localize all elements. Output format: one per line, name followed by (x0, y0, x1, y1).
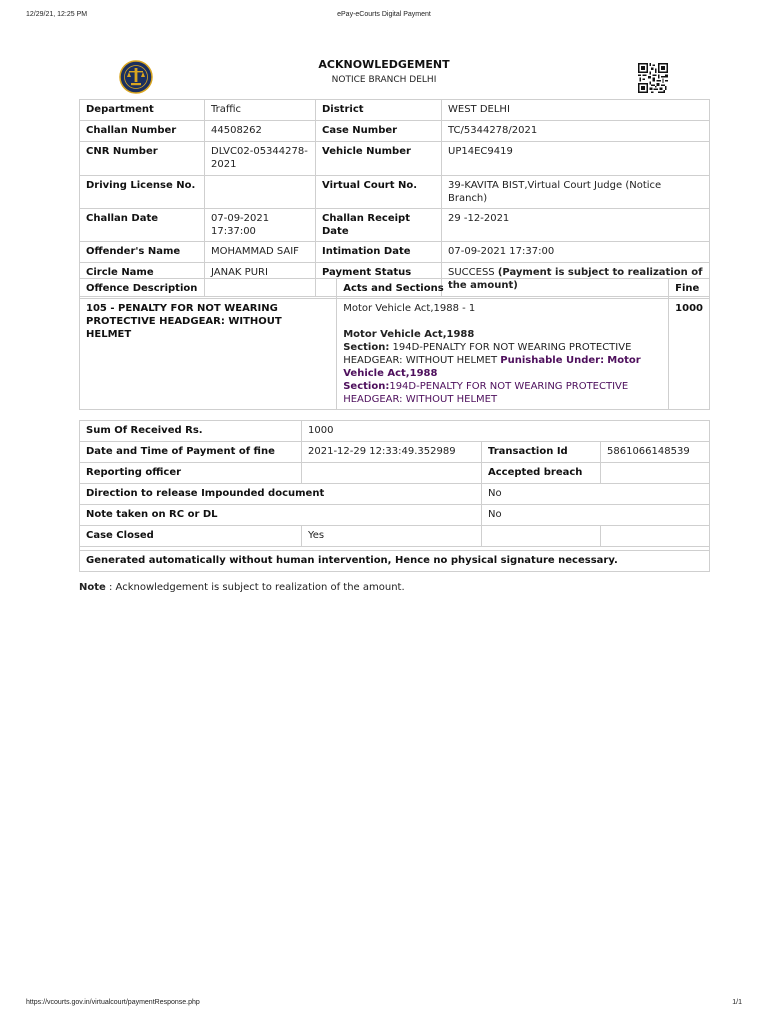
page-number: 1/1 (732, 999, 742, 1006)
district-value: WEST DELHI (442, 100, 710, 121)
vehicle-number-value: UP14EC9419 (442, 142, 710, 176)
case-number-value: TC/5344278/2021 (442, 121, 710, 142)
table-row (80, 442, 710, 463)
accepted-breach-value (601, 463, 710, 484)
fine-header: Fine (669, 279, 710, 299)
acknowledgement-title: ACKNOWLEDGEMENT (318, 58, 450, 71)
reporting-officer-label: Reporting officer (80, 463, 302, 484)
cnr-number-value: DLVC02-05344278-2021 (205, 142, 316, 176)
accepted-breach-label: Accepted breach (482, 463, 601, 484)
offender-name-label: Offender's Name (80, 242, 205, 263)
table-row (80, 505, 710, 526)
note-rc-dl-label: Note taken on RC or DL (80, 505, 482, 526)
table-row (80, 526, 710, 547)
table-row (80, 100, 710, 121)
case-closed-value: Yes (302, 526, 482, 547)
table-row (80, 142, 710, 176)
reporting-officer-value (302, 463, 482, 484)
notice-branch-subtitle: NOTICE BRANCH DELHI (331, 75, 437, 85)
circle-name-label: Circle Name (80, 263, 205, 297)
district-label: District (316, 100, 442, 121)
sum-received-label: Sum Of Received Rs. (80, 421, 302, 442)
challan-date-value: 07-09-2021 17:37:00 (205, 209, 316, 242)
section-description: 194D-PENALTY FOR NOT WEARING PROTECTIVE HEADGEAR: WITHOUT HELMET (343, 342, 632, 366)
circle-name-value: JANAK PURI (205, 263, 316, 297)
challan-details-table (79, 99, 710, 297)
act-line: Motor Vehicle Act,1988 - 1 (343, 303, 476, 314)
punishable-under-label: Punishable Under: (500, 355, 605, 366)
empty-cell (601, 526, 710, 547)
department-label: Department (80, 100, 205, 121)
challan-number-value: 44508262 (205, 121, 316, 142)
auto-generated-notice: Generated automatically without human intervention, Hence no physical signature necessary. (80, 551, 710, 572)
cnr-number-label: CNR Number (80, 142, 205, 176)
table-row (80, 121, 710, 142)
payment-datetime-label: Date and Time of Payment of fine (80, 442, 302, 463)
punish-section-description: 194D-PENALTY FOR NOT WEARING PROTECTIVE HEADGEAR: WITHOUT HELMET (343, 381, 629, 405)
table-row (80, 279, 710, 299)
case-closed-label: Case Closed (80, 526, 302, 547)
virtual-court-value: 39-KAVITA BIST,Virtual Court Judge (Notice Branch) (442, 176, 710, 209)
case-number-label: Case Number (316, 121, 442, 142)
table-row (80, 484, 710, 505)
acts-sections-header: Acts and Sections (337, 279, 669, 299)
intimation-date-value: 07-09-2021 17:37:00 (442, 242, 710, 263)
offender-name-value: MOHAMMAD SAIF (205, 242, 316, 263)
acts-sections-cell (337, 299, 669, 410)
note-rc-dl-value: No (482, 505, 710, 526)
challan-number-label: Challan Number (80, 121, 205, 142)
sum-received-value: 1000 (302, 421, 710, 442)
payment-status-text: SUCCESS (448, 267, 495, 278)
fine-amount: 1000 (669, 299, 710, 410)
transaction-id-value: 5861066148539 (601, 442, 710, 463)
table-row (80, 176, 710, 209)
table-row (80, 242, 710, 263)
acknowledgement-note (79, 582, 405, 593)
note-label: Note (79, 582, 106, 593)
offence-description-header: Offence Description (80, 279, 337, 299)
release-document-value: No (482, 484, 710, 505)
virtual-court-label: Virtual Court No. (316, 176, 442, 209)
receipt-date-value: 29 -12-2021 (442, 209, 710, 242)
print-timestamp: 12/29/21, 12:25 PM (26, 11, 88, 18)
driving-license-label: Driving License No. (80, 176, 205, 209)
receipt-date-label: Challan Receipt Date (316, 209, 442, 242)
offence-description: 105 - PENALTY FOR NOT WEARING PROTECTIVE HEADGEAR: WITHOUT HELMET (80, 299, 337, 410)
print-footer (26, 999, 742, 1011)
table-row (80, 551, 710, 572)
qr-code-icon (638, 63, 668, 93)
payment-datetime-value: 2021-12-29 12:33:49.352989 (302, 442, 482, 463)
payment-table (79, 420, 710, 572)
transaction-id-label: Transaction Id (482, 442, 601, 463)
act-name: Motor Vehicle Act,1988 (343, 329, 475, 340)
table-row (80, 209, 710, 242)
table-row (80, 299, 710, 410)
release-document-label: Direction to release Impounded document (80, 484, 482, 505)
note-text: : Acknowledgement is subject to realization of the amount. (105, 582, 405, 593)
page-url: https://vcourts.gov.in/virtualcourt/paymentResponse.php (26, 999, 200, 1006)
punish-section-label: Section: (343, 381, 390, 392)
department-value: Traffic (205, 100, 316, 121)
driving-license-value (205, 176, 316, 209)
table-row (80, 463, 710, 484)
payment-status-note: (Payment is subject to realization of the amount) (448, 267, 703, 291)
challan-date-label: Challan Date (80, 209, 205, 242)
section-label: Section: (343, 342, 390, 353)
print-header (26, 11, 742, 23)
vehicle-number-label: Vehicle Number (316, 142, 442, 176)
print-title: ePay-eCourts Digital Payment (337, 11, 431, 18)
section-text (343, 341, 662, 380)
table-row (80, 421, 710, 442)
empty-cell (482, 526, 601, 547)
punish-section-text (343, 380, 662, 406)
punish-act-name: Motor Vehicle Act,1988 (343, 355, 641, 379)
offence-table (79, 278, 710, 410)
intimation-date-label: Intimation Date (316, 242, 442, 263)
payment-status-label: Payment Status (316, 263, 442, 297)
